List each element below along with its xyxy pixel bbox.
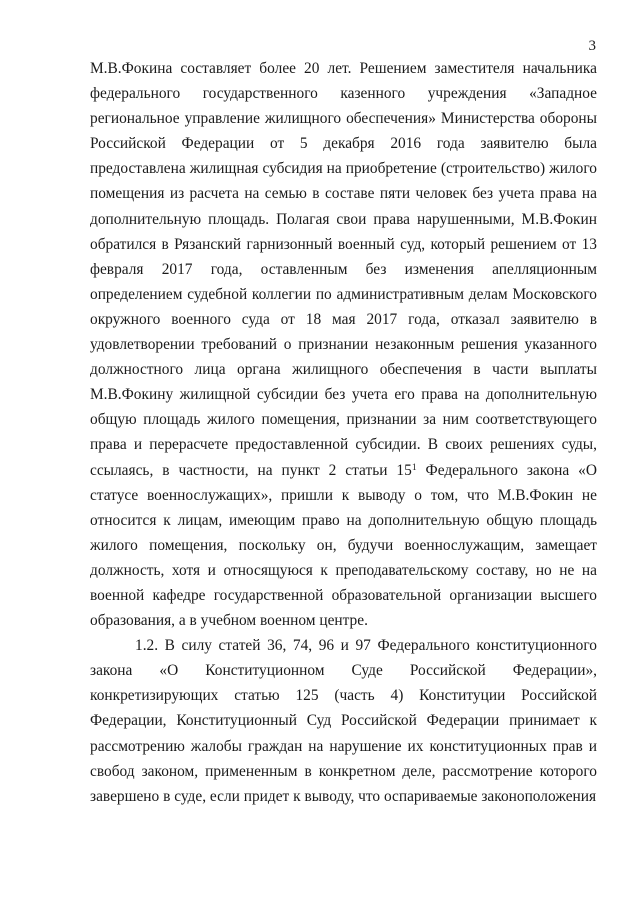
paragraph-case-background <box>90 56 597 633</box>
article-superscript: 1 <box>411 461 417 473</box>
page-number: 3 <box>588 38 596 54</box>
paragraph-section-1-2: 1.2. В силу статей 36, 74, 96 и 97 Федерального конституционного закона «О Конституционном Суде Российской Федерации», конкретизирующих статью 125 (часть 4) Конституции Российской Федерации, Конституционный Суд Российской Федерации принимает к рассмотрению жалобы граждан на нарушение их конституционных прав и свобод законом, примененным в конкретном деле, рассмотрение которого завершено в суде, если придет к выводу, что оспариваемые законоположения <box>90 637 597 805</box>
paragraph-text-continued: Федерального закона «О статусе военнослужащих», пришли к выводу о том, что М.В.Фокин не относится к лицам, имеющим право на дополнительную общую площадь жилого помещения, поскольку он, будучи военнослужащим, замещает должность, хотя и относящуюся к преподавательскому составу, но не на военной кафедре государственной образовательной организации высшего образования, а в учебном военном центре. <box>90 461 597 630</box>
document-body <box>90 56 597 809</box>
paragraph-text: М.В.Фокина составляет более 20 лет. Решением заместителя начальника федерального государственного казенного учреждения «Западное региональное управление жилищного обеспечения» Министерства обороны Российской Федерации от 5 декабря 2016 года заявителю была предоставлена жилищная субсидия на приобретение (строительство) жилого помещения из расчета на семью в составе пяти человек без учета права на дополнительную площадь. Полагая свои права нарушенными, М.В.Фокин обратился в Рязанский гарнизонный военный суд, который решением от 13 февраля 2017 года, оставленным без изменения апелляционным определением судебной коллегии по административным делам Московского окружного военного суда от 18 мая 2017 года, отказал заявителю в удовлетворении требований о признании незаконным решения указанного должностного лица органа жилищного обеспечения в части выплаты М.В.Фокину жилищной субсидии без учета его права на дополнительную общую площадь жилого помещения, признании за ним соответствующего права и перерасчете предоставленной субсидии. В своих решениях суды, ссылаясь, в частности, на пункт 2 статьи 15 <box>90 60 597 479</box>
